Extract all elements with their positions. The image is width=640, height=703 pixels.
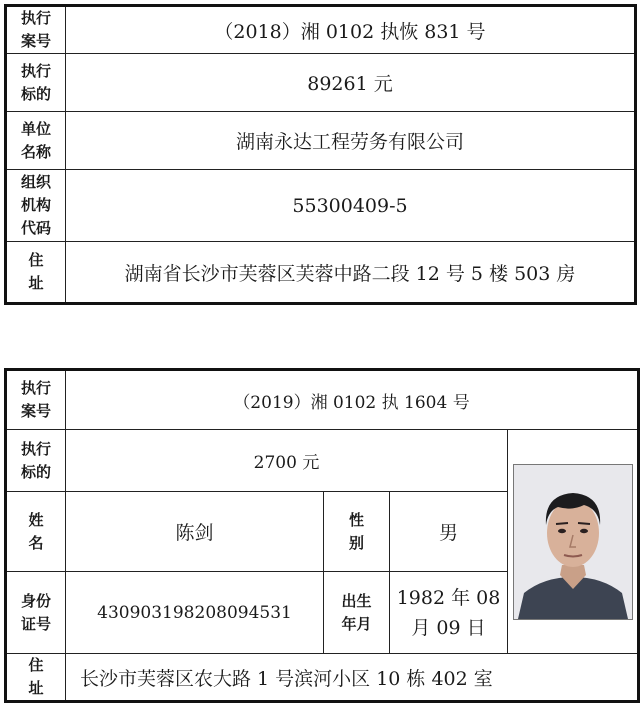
org-code-value: 55300409-5	[66, 170, 636, 242]
record-table-company	[4, 4, 637, 305]
gender-value: 男	[390, 492, 508, 572]
label-line: 执行	[20, 9, 51, 27]
row-unit-name	[6, 112, 636, 170]
address-label	[6, 654, 66, 702]
label-line: 年月	[341, 614, 372, 633]
id-label	[6, 572, 66, 654]
label-line: 名称	[20, 142, 51, 161]
label-line: 名	[28, 533, 44, 552]
row-address	[6, 654, 639, 702]
case-no-label	[6, 6, 66, 54]
case-no-value: （2019）湘 0102 执 1604 号	[66, 370, 639, 430]
row-org-code	[6, 170, 636, 242]
label-line: 址	[28, 679, 44, 697]
label-line: 案号	[20, 32, 51, 50]
address-value: 湖南省长沙市芙蓉区芙蓉中路二段 12 号 5 楼 503 房	[66, 242, 636, 304]
label-line: 机构	[20, 196, 51, 214]
amount-label	[6, 54, 66, 112]
label-line: 址	[28, 274, 44, 292]
amount-value: 89261 元	[66, 54, 636, 112]
label-line: 住	[28, 656, 44, 674]
birth-line: 月 09 日	[411, 616, 486, 639]
row-case-no	[6, 6, 636, 54]
label-line: 标的	[20, 462, 51, 481]
photo-cell	[508, 430, 639, 654]
label-line: 单位	[20, 119, 51, 138]
label-line: 出生	[341, 591, 372, 610]
row-amount	[6, 430, 639, 492]
label-line: 姓	[28, 510, 44, 529]
label-line: 代码	[20, 219, 51, 237]
unit-name-label	[6, 112, 66, 170]
row-amount	[6, 54, 636, 112]
birth-label	[324, 572, 390, 654]
label-line: 标的	[20, 84, 51, 103]
label-line: 身份	[20, 591, 51, 610]
name-value: 陈剑	[66, 492, 324, 572]
address-value: 长沙市芙蓉区农大路 1 号滨河小区 10 栋 402 室	[66, 654, 639, 702]
unit-name-value: 湖南永达工程劳务有限公司	[66, 112, 636, 170]
amount-value: 2700 元	[66, 430, 508, 492]
row-case-no	[6, 370, 639, 430]
case-no-label	[6, 370, 66, 430]
label-line: 案号	[20, 402, 51, 420]
label-line: 住	[28, 251, 44, 269]
gender-label	[324, 492, 390, 572]
id-value: 430903198208094531	[66, 572, 324, 654]
label-line: 别	[348, 533, 364, 552]
label-line: 组织	[20, 173, 51, 191]
case-no-value: （2018）湘 0102 执恢 831 号	[66, 6, 636, 54]
amount-label	[6, 430, 66, 492]
name-label	[6, 492, 66, 572]
address-label	[6, 242, 66, 304]
label-line: 性	[348, 510, 364, 529]
org-code-label	[6, 170, 66, 242]
label-line: 执行	[20, 61, 51, 80]
birth-value	[390, 572, 508, 654]
person-portrait-icon	[514, 465, 632, 619]
label-line: 证号	[20, 614, 51, 633]
birth-line: 1982 年 08	[396, 586, 501, 609]
portrait-photo	[513, 464, 633, 620]
label-line: 执行	[20, 379, 51, 397]
record-table-person	[4, 368, 640, 703]
row-address	[6, 242, 636, 304]
label-line: 执行	[20, 439, 51, 458]
